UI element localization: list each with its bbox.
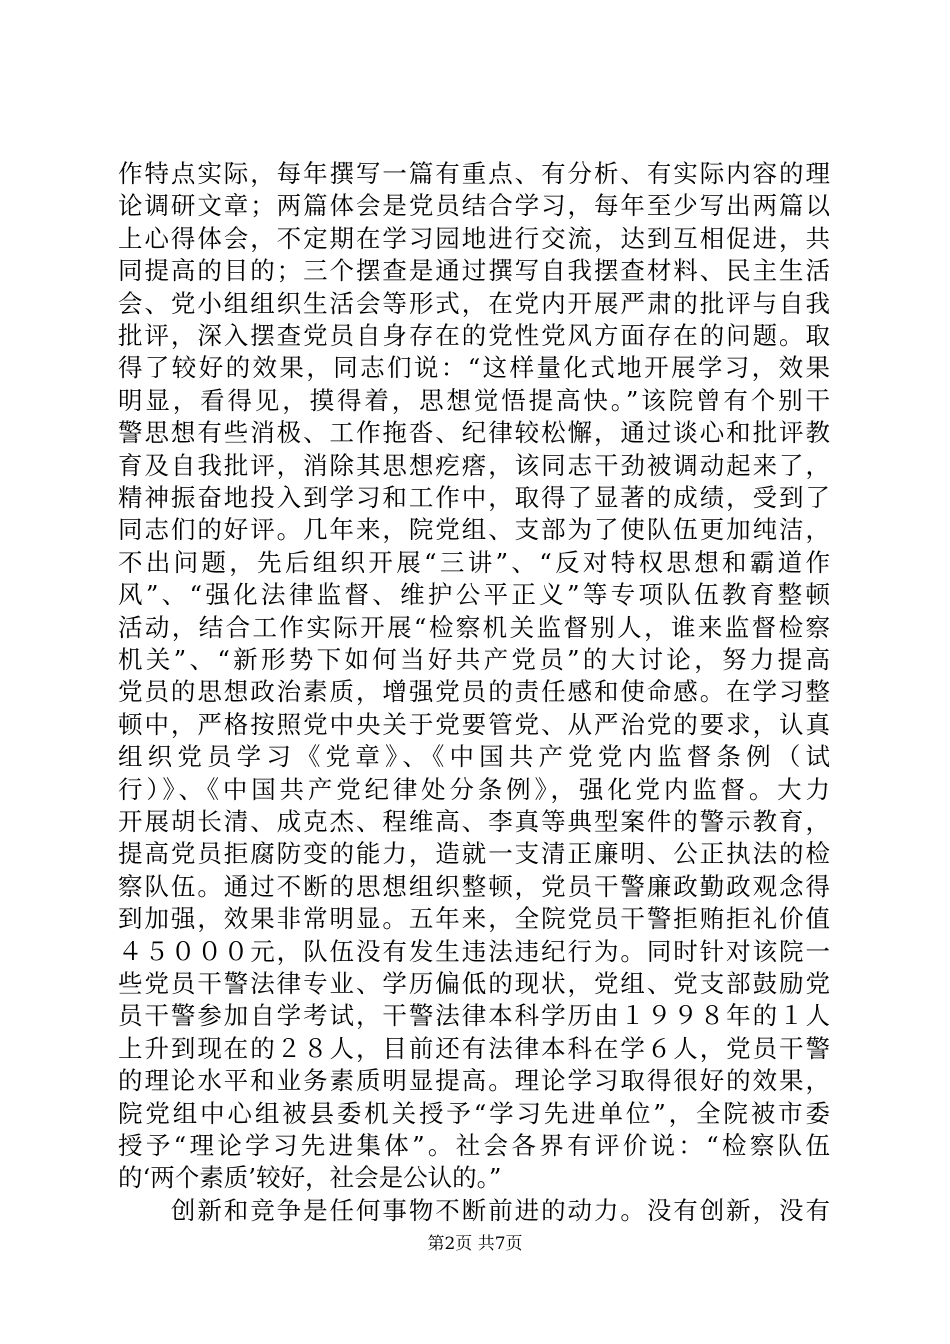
body-line: 的理论水平和业务素质明显提高。理论学习取得很好的效果， [118,1066,830,1096]
body-line: 员干警参加自学考试，干警法律本科学历由１９９８年的１人 [118,1001,830,1031]
body-line: 作特点实际，每年撰写一篇有重点、有分析、有实际内容的理 [118,159,830,188]
body-line: 授予“理论学习先进集体”。社会各界有评价说：“检察队伍 [118,1131,830,1160]
body-line: 不出问题，先后组织开展“三讲”、“反对特权思想和霸道作 [118,547,830,577]
body-line: 上升到现在的２８人，目前还有法律本科在学６人，党员干警 [118,1033,830,1063]
body-line: 组织党员学习《党章》、《中国共产党党内监督条例（试 [118,742,830,772]
body-line: 开展胡长清、成克杰、程维高、李真等典型案件的警示教育， [118,807,830,836]
body-line: 些党员干警法律专业、学历偏低的现状，党组、党支部鼓励党 [118,969,830,998]
body-line: 精神振奋地投入到学习和工作中，取得了显著的成绩，受到了 [118,483,830,512]
body-line: 提高党员拒腐防变的能力，造就一支清正廉明、公正执法的检 [118,839,830,869]
body-line: 风”、“强化法律监督、维护公平正义”等专项队伍教育整顿 [118,580,830,610]
page-number-footer: 第2页 共7页 [427,1234,523,1254]
body-line: 活动，结合工作实际开展“检察机关监督别人，谁来监督检察 [118,612,830,642]
body-line: 党员的思想政治素质，增强党员的责任感和使命感。在学习整 [118,677,830,707]
body-line: 同志们的好评。几年来，院党组、支部为了使队伍更加纯洁， [118,515,830,545]
body-line: 明显，看得见，摸得着，思想觉悟提高快。”该院曾有个别干 [118,385,830,415]
body-line: 论调研文章；两篇体会是党员结合学习，每年至少写出两篇以 [118,191,830,221]
body-line: 机关”、“新形势下如何当好共产党员”的大讨论，努力提高 [118,645,830,674]
body-line: 行）》、《中国共产党纪律处分条例》，强化党内监督。大力 [118,774,830,804]
body-line: 上心得体会，不定期在学习园地进行交流，达到互相促进，共 [118,223,830,253]
body-line: 育及自我批评，消除其思想疙瘩，该同志干劲被调动起来了， [118,450,830,480]
body-line: 得了较好的效果，同志们说：“这样量化式地开展学习，效果 [118,353,830,383]
body-line: 院党组中心组被县委机关授予“学习先进单位”，全院被市委 [118,1098,830,1128]
body-line: ４５０００元，队伍没有发生违法违纪行为。同时针对该院一 [118,936,830,966]
body-line: 警思想有些消极、工作拖沓、纪律较松懈，通过谈心和批评教 [118,418,830,448]
body-line: 的‘两个素质’较好，社会是公认的。” [118,1163,502,1193]
body-line: 创新和竞争是任何事物不断前进的动力。没有创新，没有 [118,1195,830,1225]
body-line: 到加强，效果非常明显。五年来，全院党员干警拒贿拒礼价值 [118,904,830,934]
body-line: 察队伍。通过不断的思想组织整顿，党员干警廉政勤政观念得 [118,871,830,901]
body-line: 顿中，严格按照党中央关于党要管党、从严治党的要求，认真 [118,709,830,739]
body-line: 批评，深入摆查党员自身存在的党性党风方面存在的问题。取 [118,321,830,350]
body-line: 同提高的目的；三个摆查是通过撰写自我摆查材料、民主生活 [118,256,830,286]
body-line: 会、党小组组织生活会等形式，在党内开展严肃的批评与自我 [118,288,830,318]
